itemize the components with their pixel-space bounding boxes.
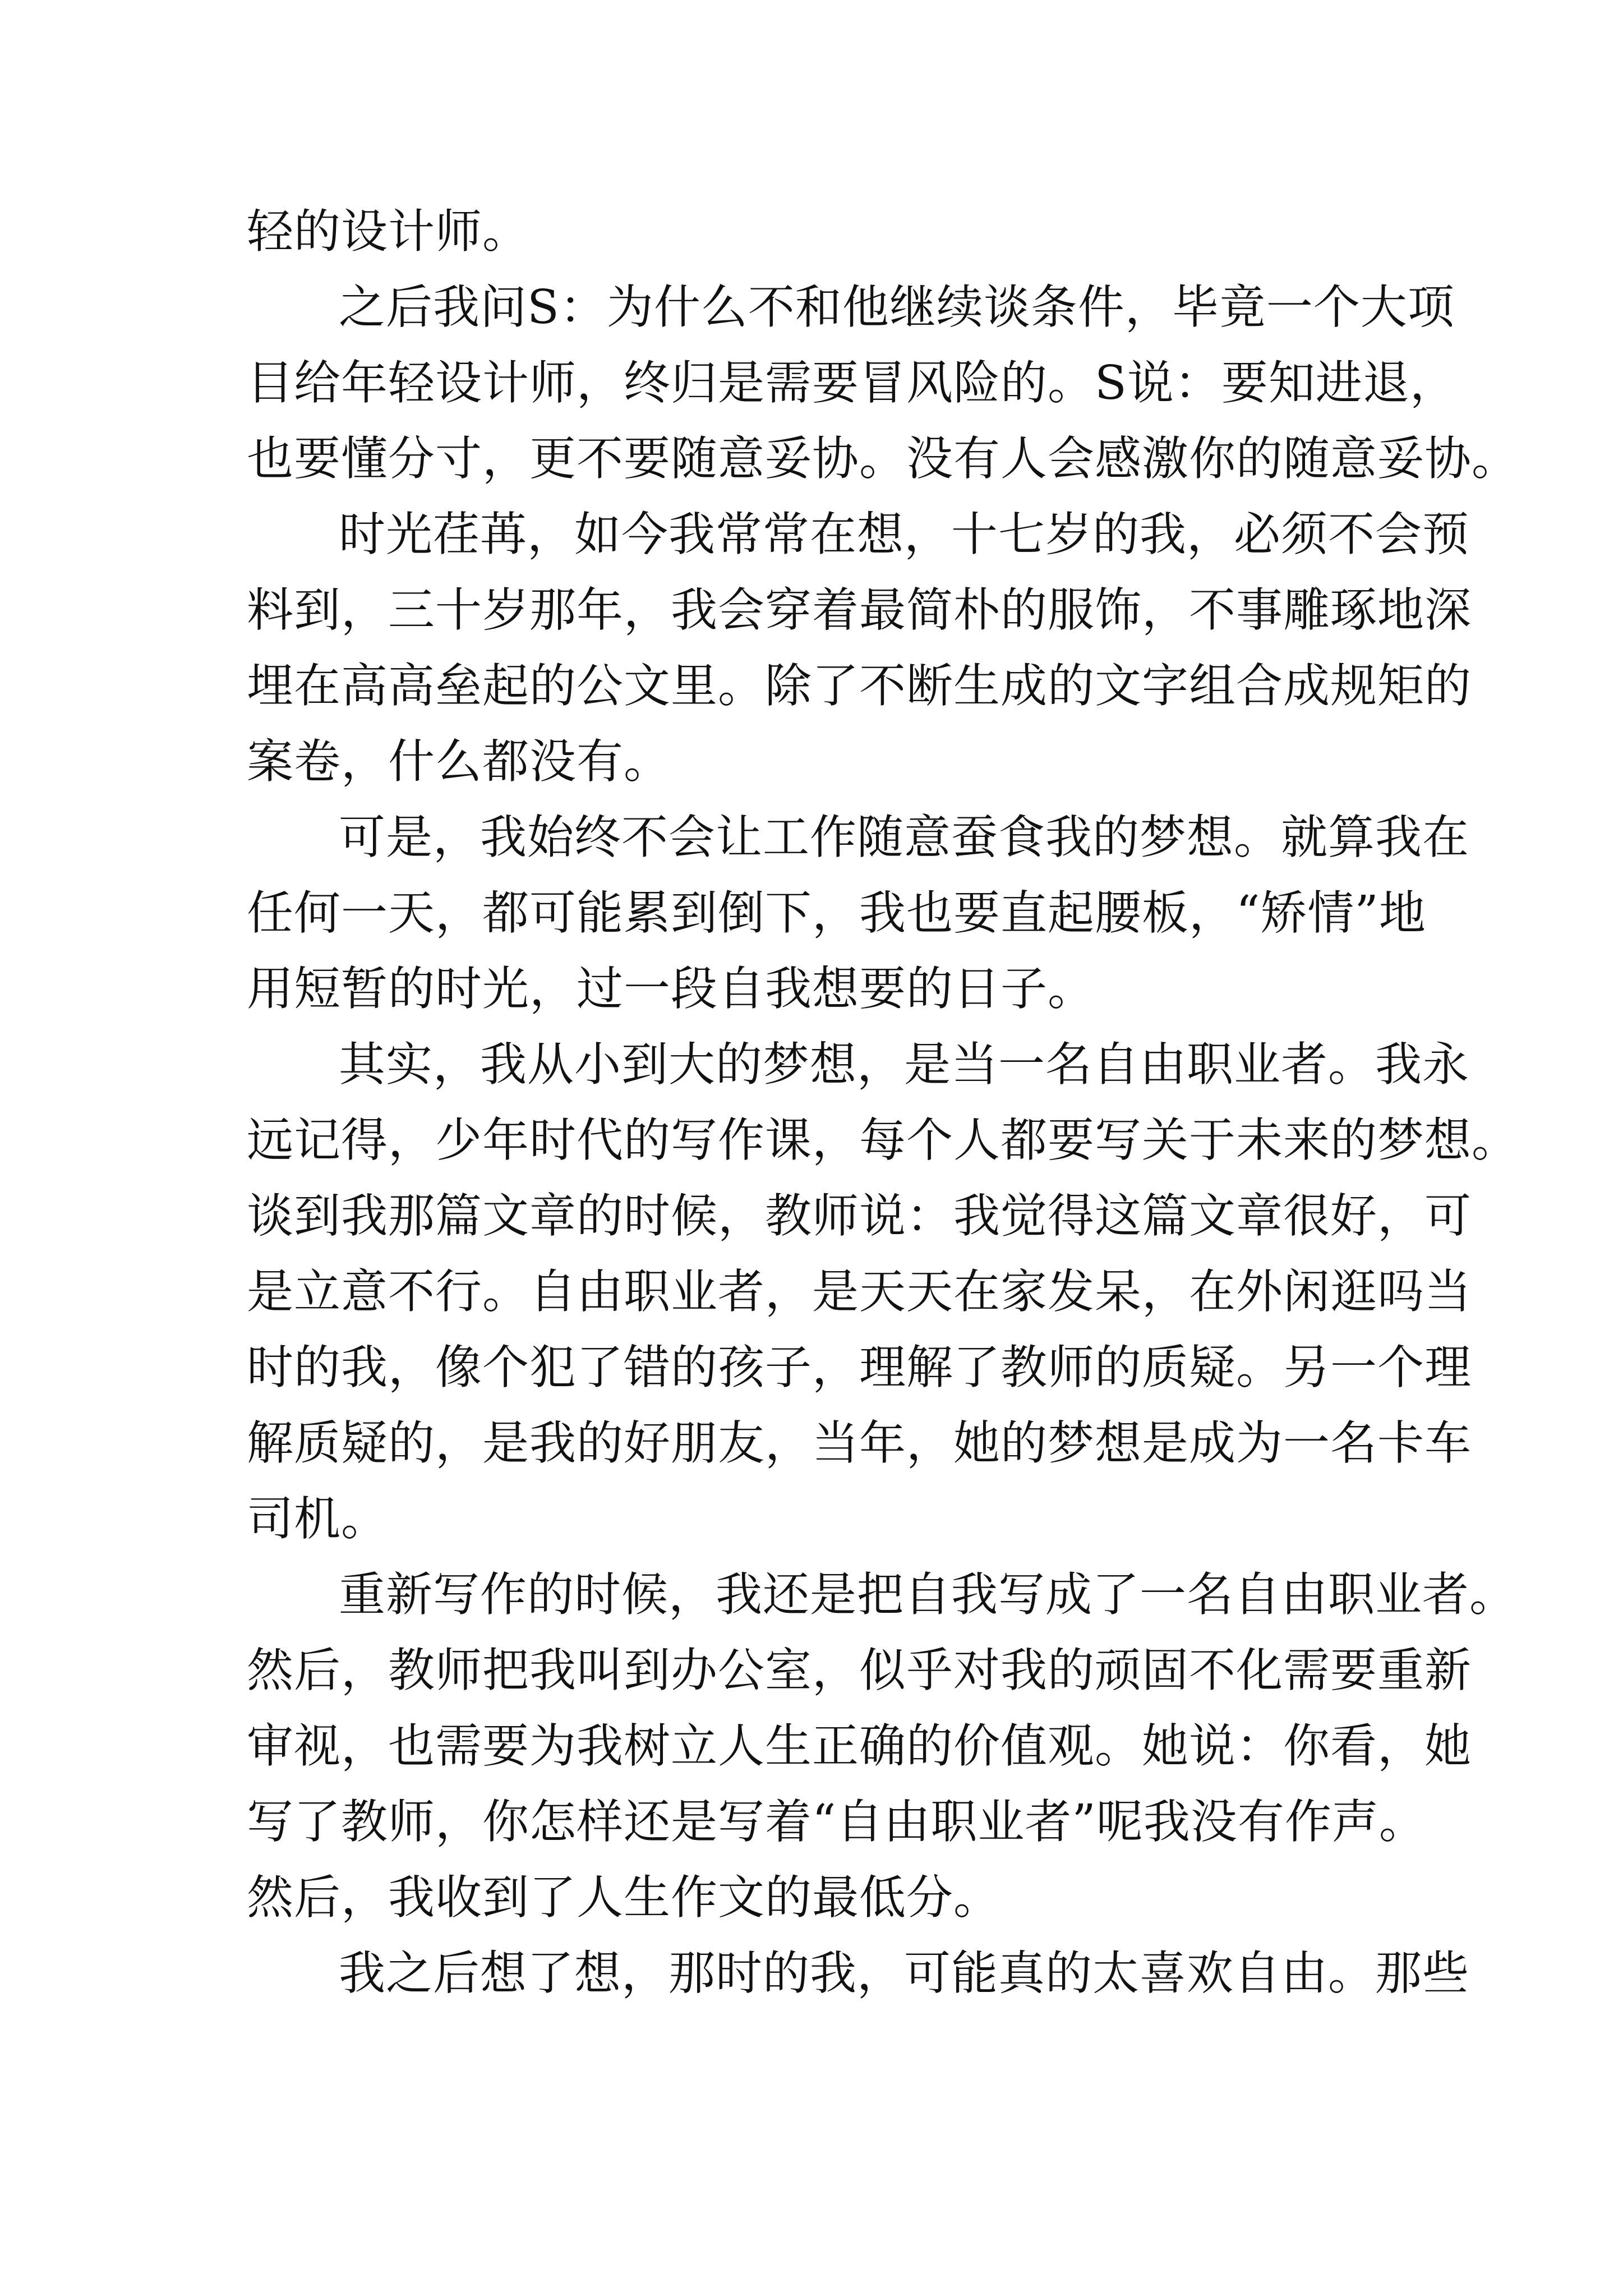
text-line-15: 是立意不行。自由职业者，是天天在家发呆，在外闲逛吗当: [247, 1264, 1472, 1319]
paragraph-first-line: 之后我问S：为什么不和他继续谈条件，毕竟一个大项: [339, 280, 1455, 334]
text-line-20: 然后，教师把我叫到办公室，似乎对我的顽固不化需要重新: [247, 1643, 1472, 1697]
text-line-6: 料到，三十岁那年，我会穿着最简朴的服饰，不事雕琢地深: [247, 583, 1472, 637]
text-line-23: 然后，我收到了人生作文的最低分。: [247, 1870, 1000, 1925]
text-line-16: 时的我，像个犯了错的孩子，理解了教师的质疑。另一个理: [247, 1340, 1472, 1395]
paragraph-first-line: 其实，我从小到大的梦想，是当一名自由职业者。我永: [339, 1037, 1469, 1092]
text-line-14: 谈到我那篇文章的时候，教师说：我觉得这篇文章很好，可: [247, 1189, 1472, 1243]
text-line-11: 用短暂的时光，过一段自我想要的日子。: [247, 961, 1095, 1016]
document-body: [247, 194, 1519, 2011]
paragraph-first-line: 我之后想了想，那时的我，可能真的太喜欢自由。那些: [339, 1946, 1469, 2000]
text-line-18: 司机。: [247, 1492, 388, 1546]
paragraph-first-line: 时光荏苒，如今我常常在想，十七岁的我，必须不会预: [339, 507, 1469, 562]
text-line-17: 解质疑的，是我的好朋友，当年，她的梦想是成为一名卡车: [247, 1416, 1472, 1470]
text-line-3: 目给年轻设计师，终归是需要冒风险的。S说：要知进退，: [247, 356, 1457, 410]
text-line-22: 写了教师，你怎样还是写着“自由职业者”呢我没有作声。: [247, 1795, 1426, 1849]
paragraph-first-line: 可是，我始终不会让工作随意蚕食我的梦想。就算我在: [339, 810, 1469, 864]
text-line-7: 埋在高高垒起的公文里。除了不断生成的文字组合成规矩的: [247, 659, 1472, 713]
text-line-1: 轻的设计师。: [247, 204, 529, 259]
text-line-8: 案卷，什么都没有。: [247, 734, 671, 789]
text-line-13: 远记得，少年时代的写作课，每个人都要写关于未来的梦想。: [247, 1113, 1519, 1167]
paragraph-first-line: 重新写作的时候，我还是把自我写成了一名自由职业者。: [339, 1567, 1516, 1622]
text-line-4: 也要懂分寸，更不要随意妥协。没有人会感激你的随意妥协。: [247, 431, 1519, 486]
text-line-10: 任何一天，都可能累到倒下，我也要直起腰板，“矫情”地: [247, 886, 1426, 940]
text-line-21: 审视，也需要为我树立人生正确的价值观。她说：你看，她: [247, 1719, 1472, 1773]
